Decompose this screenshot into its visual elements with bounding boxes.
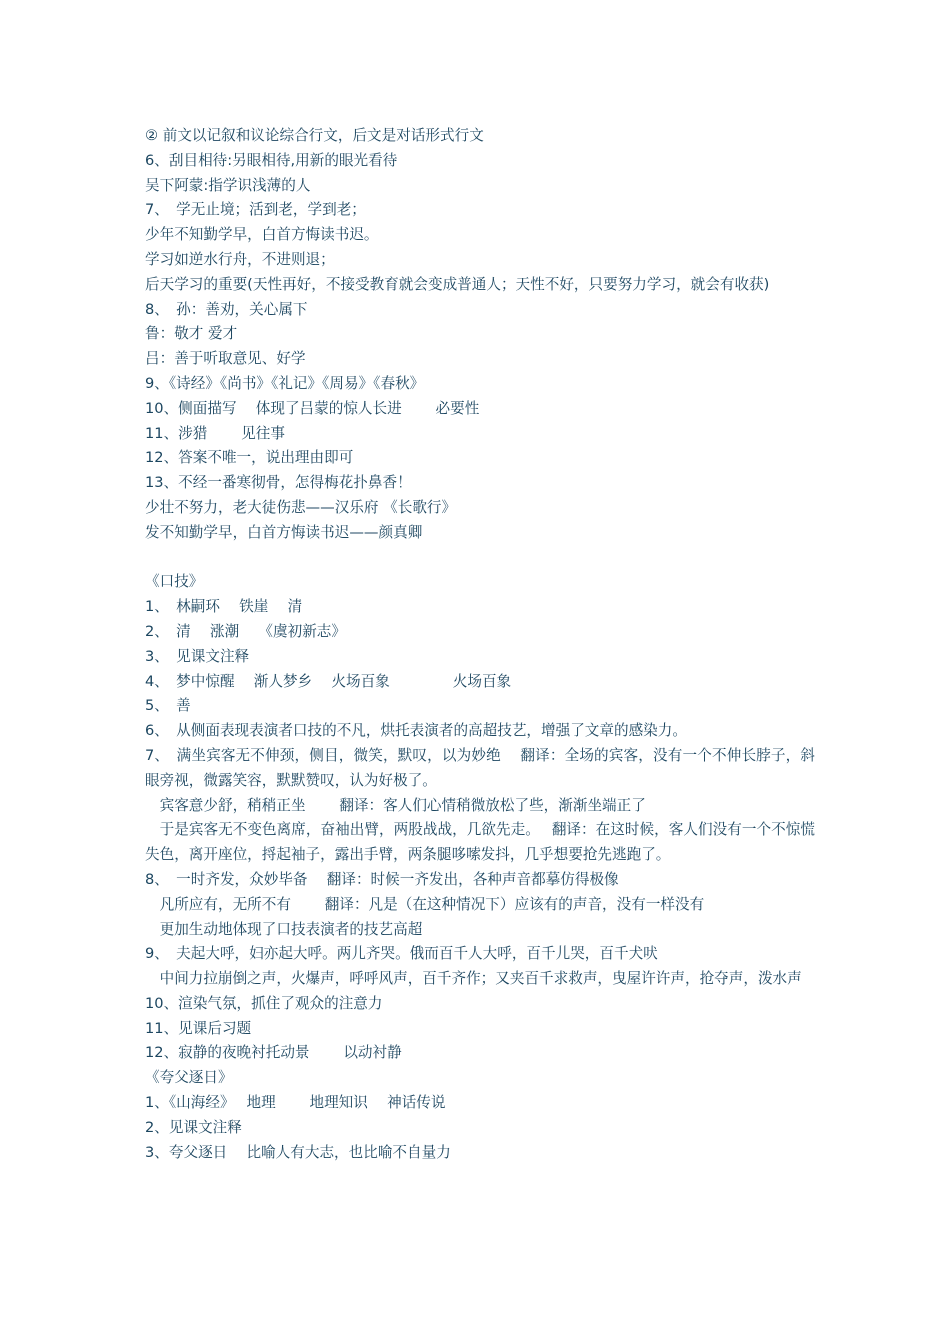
text-line: 少壮不努力，老大徒伤悲——汉乐府 《长歌行》	[145, 498, 457, 516]
text-line: 于是宾客无不变色离席，奋袖出臂，两股战战，几欲先走。 翻译：在这时候，客人们没有一个不惊慌失色，离开座位，捋起袖子，露出手臂，两条腿哆嗦发抖，几乎想要抢先逃跑了。	[145, 821, 815, 864]
text-line: 2、见课文注释	[145, 1118, 242, 1136]
text-line: 11、见课后习题	[145, 1019, 252, 1037]
text-line: 后天学习的重要(天性再好，不接受教育就会变成普通人；天性不好，只要努力学习，就会有收获)	[145, 275, 770, 293]
blank-line	[145, 546, 815, 571]
answers-part1	[145, 124, 815, 546]
text-line: 1、《山海经》 地理 地理知识 神话传说	[145, 1094, 446, 1112]
text-line: 发不知勤学早，白首方悔读书迟——颜真卿	[145, 523, 423, 541]
text-line: 3、 见课文注释	[145, 647, 250, 665]
text-line: 7、 学无止境；活到老，学到老；	[145, 201, 366, 219]
text-line: 2、 清 涨潮 《虞初新志》	[145, 622, 346, 640]
text-line: ② 前文以记叙和议论综合行文，后文是对话形式行文	[145, 127, 484, 144]
section-title: 《夸父逐日》	[145, 1069, 233, 1087]
text-line: 宾客意少舒，稍稍正坐 翻译：客人们心情稍微放松了些，渐渐坐端正了	[145, 796, 646, 814]
answers-part3	[145, 1066, 815, 1165]
text-line: 12、答案不唯一，说出理由即可	[145, 449, 354, 467]
text-line: 7、 满坐宾客无不伸颈，侧目，微笑，默叹，以为妙绝 翻译：全场的宾客，没有一个不伸长脖子，斜眼旁视，微露笑容，默默赞叹，认为好极了。	[145, 746, 815, 789]
text-line: 6、 从侧面表现表演者口技的不凡，烘托表演者的高超技艺，增强了文章的感染力。	[145, 722, 687, 740]
document-page	[145, 124, 815, 1165]
text-line: 凡所应有，无所不有 翻译：凡是（在这种情况下）应该有的声音，没有一样没有	[145, 895, 705, 913]
text-line: 9、《诗经》《尚书》《礼记》《周易》《春秋》	[145, 374, 425, 392]
text-line: 8、 孙：善劝，关心属下	[145, 300, 308, 318]
text-line: 5、 善	[145, 697, 191, 715]
text-line: 鲁：敬才 爱才	[145, 325, 238, 343]
text-line: 6、刮目相待:另眼相待,用新的眼光看待	[145, 151, 398, 169]
answers-part2	[145, 570, 815, 1066]
text-line: 吕：善于听取意见、好学	[145, 350, 306, 368]
text-line: 4、 梦中惊醒 渐人梦乡 火场百象 火场百象	[145, 672, 512, 690]
text-line: 中间力拉崩倒之声，火爆声，呼呼风声，百千齐作；又夹百千求救声，曳屋许许声，抢夺声，泼水声	[145, 970, 802, 988]
text-line: 少年不知勤学早，白首方悔读书迟。	[145, 226, 379, 244]
text-line: 吴下阿蒙:指学识浅薄的人	[145, 176, 311, 194]
text-line: 13、不经一番寒彻骨，怎得梅花扑鼻香！	[145, 474, 412, 492]
text-line: 1、 林嗣环 铁崖 清	[145, 598, 303, 616]
text-line: 12、寂静的夜晚衬托动景 以动衬静	[145, 1044, 402, 1062]
text-line: 学习如逆水行舟，不进则退；	[145, 250, 335, 268]
text-line: 3、夸父逐日 比喻人有大志，也比喻不自量力	[145, 1143, 451, 1161]
text-line: 10、侧面描写 体现了吕蒙的惊人长进 必要性	[145, 399, 480, 417]
text-line: 10、渲染气氛，抓住了观众的注意力	[145, 994, 383, 1012]
text-line: 9、 夫起大呼，妇亦起大呼。两儿齐哭。俄而百千人大呼，百千儿哭，百千犬吠	[145, 945, 658, 963]
section-title: 《口技》	[145, 573, 204, 591]
text-line: 11、涉猎 见往事	[145, 424, 285, 442]
text-line: 更加生动地体现了口技表演者的技艺高超	[145, 920, 423, 938]
text-line: 8、 一时齐发，众妙毕备 翻译：时候一齐发出，各种声音都摹仿得极像	[145, 870, 619, 888]
